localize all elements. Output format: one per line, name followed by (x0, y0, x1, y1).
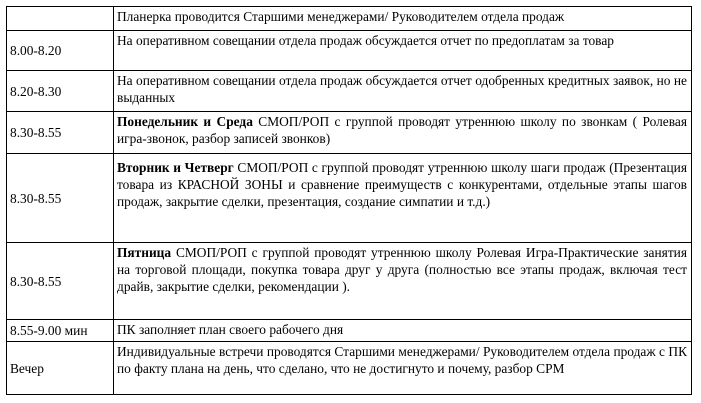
description-cell: Планерка проводится Старшими менеджерами/ Руководителем отдела продаж (117, 9, 565, 24)
description-cell: Понедельник и Среда СМОП/РОП с группой проводят утреннюю школу по звонкам ( Ролевая игра-звонок, разбор записей звонков) (117, 114, 687, 146)
table-row (6, 242, 692, 319)
description-cell: ПК заполняет план своего рабочего дня (117, 322, 344, 337)
time-cell: 8.20-8.30 (10, 83, 62, 99)
table-row (6, 319, 692, 341)
time-cell: 8.00-8.20 (10, 43, 62, 58)
time-cell: 8.55-9.00 мин (10, 323, 88, 338)
description-cell: Индивидуальные встречи проводятся Старшими менеджерами/ Руководителем отдела продаж с ПК по факту плана на день, что сделано, что не достигнуто и почему, разбор CPM (117, 344, 687, 376)
table-row (6, 341, 692, 395)
description-cell: На оперативном совещании отдела продаж обсуждается отчет одобренных кредитных заявок, но не выданных (117, 73, 687, 105)
time-cell: Вечер (10, 360, 44, 376)
table-row (6, 111, 692, 153)
table-row (6, 153, 692, 242)
description-cell: Пятница СМОП/РОП с группой проводят утреннюю школу Ролевая Игра-Практические занятия на торговой площади, покупка товара друг у друга (полностью все этапы продаж, включая тест драйв, закрытие сделки, рекомендации ). (117, 245, 687, 294)
time-cell: 8.30-8.55 (10, 190, 62, 206)
table-row (6, 6, 692, 30)
description-cell: Вторник и Четверг СМОП/РОП с группой проводят утреннюю школу шаги продаж (Презентация товара из КРАСНОЙ ЗОНЫ и сравнение преимуществ с конкурентами, отдельные этапы шагов продаж, закрытие сделки, презентация, создание симпатии и т.д.) (117, 160, 687, 209)
description-cell: На оперативном совещании отдела продаж обсуждается отчет по предоплатам за товар (117, 33, 614, 48)
time-cell: 8.30-8.55 (10, 125, 62, 140)
table-row (6, 70, 692, 111)
table-row (6, 30, 692, 70)
time-cell: 8.30-8.55 (10, 273, 62, 289)
